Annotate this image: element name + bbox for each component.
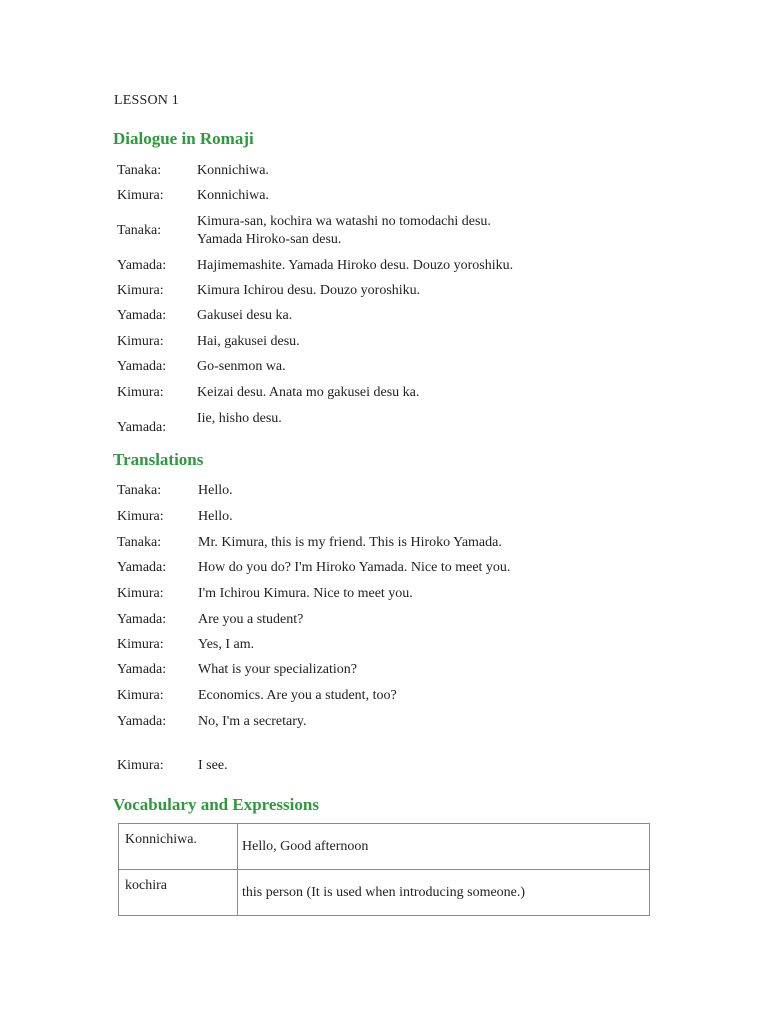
translation-speaker: Kimura: [117,586,164,601]
dialogue-speaker: Yamada: [117,359,167,374]
dialogue-speaker: Kimura: [117,283,164,298]
dialogue-text-line: Go-senmon wa. [197,359,286,374]
dialogue-text-line: Kimura Ichirou desu. Douzo yoroshiku. [197,283,421,298]
vocab-meaning [238,824,650,870]
translation-text: I see. [198,758,228,773]
vocabulary-table [118,823,650,916]
translation-speaker: Tanaka: [117,535,162,550]
translation-text: What is your specialization? [198,662,357,677]
translation-speaker: Tanaka: [117,483,162,498]
dialogue-speaker: Tanaka: [117,223,162,238]
dialogue-text [197,282,420,300]
dialogue-text-line: Konnichiwa. [197,188,269,203]
dialogue-text-line: Hajimemashite. Yamada Hiroko desu. Douzo yoroshiku. [197,258,514,273]
dialogue-text [197,384,419,402]
vocab-meaning [238,870,650,916]
dialogue-text [197,257,513,275]
translation-speaker: Kimura: [117,688,164,703]
vocabulary-heading: Vocabulary and Expressions [113,795,319,814]
translation-text: Economics. Are you a student, too? [198,688,397,703]
dialogue-text-line: Gakusei desu ka. [197,308,293,323]
translation-speaker: Kimura: [117,509,164,524]
translation-speaker: Yamada: [117,714,167,729]
translation-speaker: Kimura: [117,637,164,652]
vocab-meaning-text: Hello, Good afternoon [242,838,369,854]
dialogue-text [197,307,292,325]
translation-speaker: Yamada: [117,560,167,575]
dialogue-speaker: Yamada: [117,420,167,435]
translation-text: Hello. [198,483,233,498]
dialogue-text [197,410,282,428]
lesson-label: LESSON 1 [114,93,179,108]
dialogue-speaker: Kimura: [117,188,164,203]
translation-text: How do you do? I'm Hiroko Yamada. Nice to meet you. [198,560,511,575]
dialogue-speaker: Kimura: [117,385,164,400]
dialogue-speaker: Tanaka: [117,163,162,178]
translation-text: Mr. Kimura, this is my friend. This is Hiroko Yamada. [198,535,502,550]
dialogue-text-line: Iie, hisho desu. [197,411,282,426]
translation-speaker: Yamada: [117,612,167,627]
dialogue-text [197,358,286,376]
dialogue-speaker: Yamada: [117,258,167,273]
dialogue-text-line: Kimura-san, kochira wa watashi no tomodachi desu. [197,214,491,229]
vocab-meaning-text: this person (It is used when introducing someone.) [242,884,526,900]
dialogue-text [197,162,269,180]
dialogue-speaker: Kimura: [117,334,164,349]
dialogue-text [197,333,300,351]
translation-text: Yes, I am. [198,637,255,652]
dialogue-heading: Dialogue in Romaji [113,129,254,148]
translation-text: No, I'm a secretary. [198,714,307,729]
translation-speaker: Kimura: [117,758,164,773]
dialogue-text [197,187,269,205]
table-row [119,824,650,870]
dialogue-text-line: Konnichiwa. [197,163,269,178]
dialogue-text-line: Yamada Hiroko-san desu. [197,232,342,247]
translation-speaker: Yamada: [117,662,167,677]
translation-text: I'm Ichirou Kimura. Nice to meet you. [198,586,413,601]
vocab-term: Konnichiwa. [119,824,238,870]
dialogue-speaker: Yamada: [117,308,167,323]
dialogue-text-line: Hai, gakusei desu. [197,334,300,349]
vocab-term: kochira [119,870,238,916]
table-row [119,870,650,916]
translation-text: Are you a student? [198,612,304,627]
dialogue-text-line: Keizai desu. Anata mo gakusei desu ka. [197,385,420,400]
dialogue-text [197,213,491,249]
translations-heading: Translations [113,450,204,469]
translation-text: Hello. [198,509,233,524]
